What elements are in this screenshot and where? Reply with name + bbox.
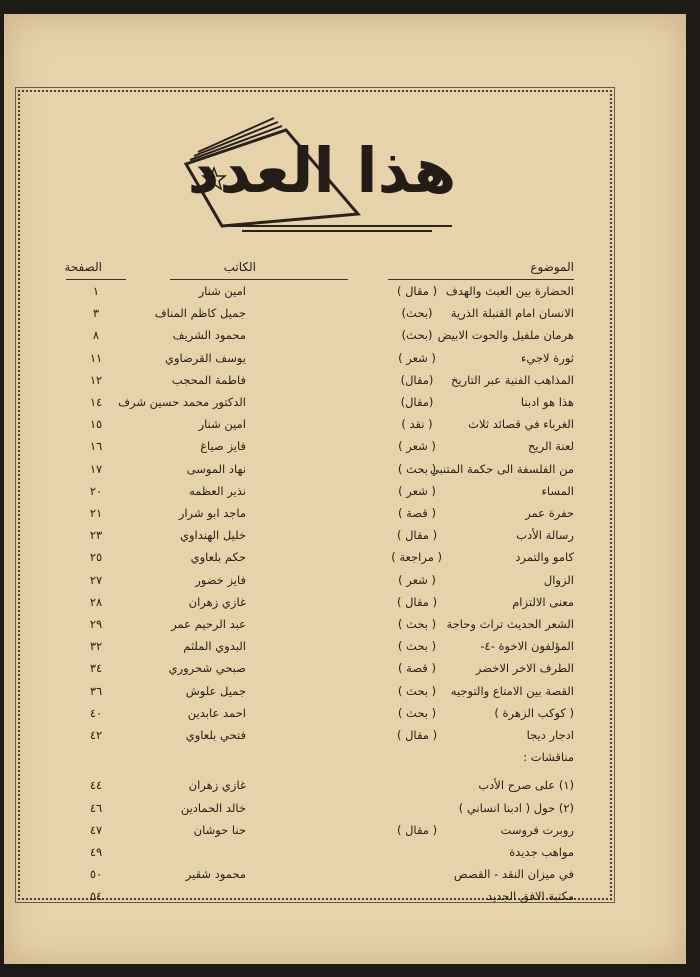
row-author: خليل الهنداوي [179,528,246,543]
header-page-rule [66,279,126,280]
row-type: (بحث) [401,328,433,343]
row-author: امين شنار [198,417,246,432]
row-page: ١٥ [89,417,103,432]
row-topic: المساء [541,483,574,498]
row-author: نهاد الموسى [186,461,246,476]
row-topic: مواهب جديدة [509,845,574,859]
row-type: ( قصة ) [398,661,436,676]
contents-row [4,351,686,373]
row-author: نذير العظمه [189,483,246,498]
row-topic: المذاهب الفنية عبر التاريخ [450,372,574,387]
row-page: ١٤ [89,395,103,409]
row-page: ٣ [92,306,100,321]
row-author: حكم بلعاوي [190,550,246,565]
contents-row [4,684,686,706]
title-block [182,114,462,234]
row-author: يوسف القرضاوي [164,350,246,365]
contents-row [4,639,686,661]
row-topic: ( كوكب الزهرة ) [494,705,574,720]
contents-row [4,706,686,728]
row-type: ( بحث ) [397,617,437,631]
row-topic: من الفلسفة الى حكمة المتنبي [429,461,574,476]
row-page: ١٧ [89,461,103,476]
header-author-rule [170,279,348,280]
row-type: ( بحث ) [397,639,437,654]
row-page: ٤٠ [89,705,103,720]
row-author: محمود شقير [185,867,246,882]
row-page: ٢١ [89,506,103,520]
row-topic: روبرت فروست [500,822,574,837]
row-page: ٢٨ [89,594,103,609]
row-author: احمد عابدين [187,705,246,720]
row-author: فاطمة المحجب [171,372,246,387]
row-page: ١٢ [89,372,103,387]
row-type: ( شعر ) [398,439,436,454]
row-topic: الانسان امام القنبلة الذرية [450,306,574,321]
row-type: ( قصة ) [398,506,436,520]
row-page: ٢٩ [89,617,103,631]
row-author: البدوي الملثم [183,639,246,654]
row-page: ٣٦ [89,683,103,698]
contents-row [4,661,686,683]
row-author: ماجد ابو شرار [178,506,246,520]
row-topic: ثورة لاجيء [520,350,574,365]
issue-title: هذا العدد [187,134,457,207]
row-topic: القصة بين الامتاع والتوجيه [450,683,574,698]
row-topic: الطرف الاخر الاخضر [475,661,574,676]
row-topic: الغرباء في قصائد ثلاث [468,417,574,432]
row-author: جميل كاظم المناف [154,306,246,321]
row-author: غازي زهران [188,594,246,609]
row-topic: المؤلفون الاخوة -٤- [480,639,574,654]
contents-row [4,439,686,461]
header-topic-rule [388,279,574,280]
contents-row [4,417,686,439]
row-topic: (١) على صرح الأدب [478,778,574,793]
row-topic: الزوال [543,572,574,587]
row-page: ٢٧ [89,572,103,587]
row-page: ٣٢ [89,639,103,654]
row-topic: في ميزان النقد - القصص [453,867,574,882]
contents-row [4,573,686,595]
contents-row [4,284,686,306]
row-type: (مقال) [400,395,434,409]
row-page: ٤٩ [89,845,103,859]
contents-row [4,306,686,328]
row-type: ( مقال ) [396,284,438,298]
row-page: ١١ [89,350,103,365]
row-page: ٤٤ [89,778,103,793]
row-topic: مناقشات : [523,750,574,765]
row-type: ( مقال ) [396,822,438,837]
row-type: ( نقد ) [401,417,433,432]
contents-row [4,395,686,417]
row-topic: الشعر الحديث تراث وحاجة [446,617,574,631]
row-type: ( مقال ) [396,728,438,742]
row-type: (بحث) [401,306,433,321]
row-author: عبد الرحيم عمر [171,617,246,631]
row-page: ٢٣ [89,528,103,543]
contents-row [4,778,686,800]
row-type: ( شعر ) [398,350,436,365]
row-author: الدكتور محمد حسين شرف [118,395,246,409]
row-topic: رسالة الأدب [516,528,574,543]
row-topic: لعنة الريح [527,439,574,454]
row-page: ٣٤ [89,661,103,676]
contents-row [4,373,686,395]
row-type: ( بحث ) [397,461,437,476]
header-page: الصفحة [64,260,102,274]
row-topic: مكتبة الافق الجديد [486,889,574,904]
header-topic: الموضوع [530,260,574,274]
header-author: الكاتب [223,260,256,274]
row-type: ( شعر ) [398,572,436,587]
row-page: ٤٢ [89,728,103,742]
contents-row [4,728,686,750]
row-page: ٤٦ [89,800,103,815]
contents-row [4,823,686,845]
contents-row [4,506,686,528]
contents-row [4,484,686,506]
row-type: ( شعر ) [398,483,436,498]
row-page: ٢٠ [89,483,103,498]
contents-row [4,801,686,823]
row-page: ١ [92,284,100,298]
row-author: حنا حوشان [193,822,246,837]
contents-row [4,595,686,617]
row-type: ( بحث ) [397,705,437,720]
row-page: ٨ [92,328,100,343]
row-topic: حفرة عمر [525,506,574,520]
row-author: امين شنار [198,284,246,298]
row-topic: الحضارة بين العبث والهدف [445,284,574,298]
row-page: ٤٧ [89,822,103,837]
contents-row [4,889,686,911]
row-page: ١٦ [89,439,103,454]
row-author: فايز خضور [195,572,246,587]
contents-row [4,462,686,484]
row-topic: ادجار ديجا [526,728,574,742]
row-author: جميل علوش [185,683,246,698]
contents-row [4,528,686,550]
contents-row [4,328,686,350]
row-author: صبحي شحروري [168,661,246,676]
contents-row [4,867,686,889]
row-page: ٥٠ [89,867,103,882]
row-page: ٢٥ [89,550,103,565]
row-topic: هرمان ملفيل والحوت الابيض [437,328,574,343]
row-topic: (٢) حول ( ادبنا انساني ) [458,800,574,815]
contents-row [4,845,686,867]
contents-row [4,550,686,572]
contents-row [4,750,686,772]
row-author: محمود الشريف [172,328,246,343]
magazine-page [4,14,686,964]
row-type: ( مقال ) [396,594,438,609]
row-topic: كامو والتمرد [515,550,574,565]
row-author: فتحي بلعاوي [185,728,246,742]
row-author: فايز صياغ [200,439,246,454]
row-topic: معنى الالتزام [512,594,574,609]
row-type: ( مراجعة ) [391,550,442,565]
row-type: ( مقال ) [396,528,438,543]
row-type: ( بحث ) [397,683,437,698]
row-type: (مقال) [400,372,434,387]
row-topic: هذا هو ادبنا [520,395,574,409]
contents-row [4,617,686,639]
row-author: غازي زهران [188,778,246,793]
row-author: خالد الحمادين [180,800,246,815]
row-page: ٥٤ [89,889,103,904]
